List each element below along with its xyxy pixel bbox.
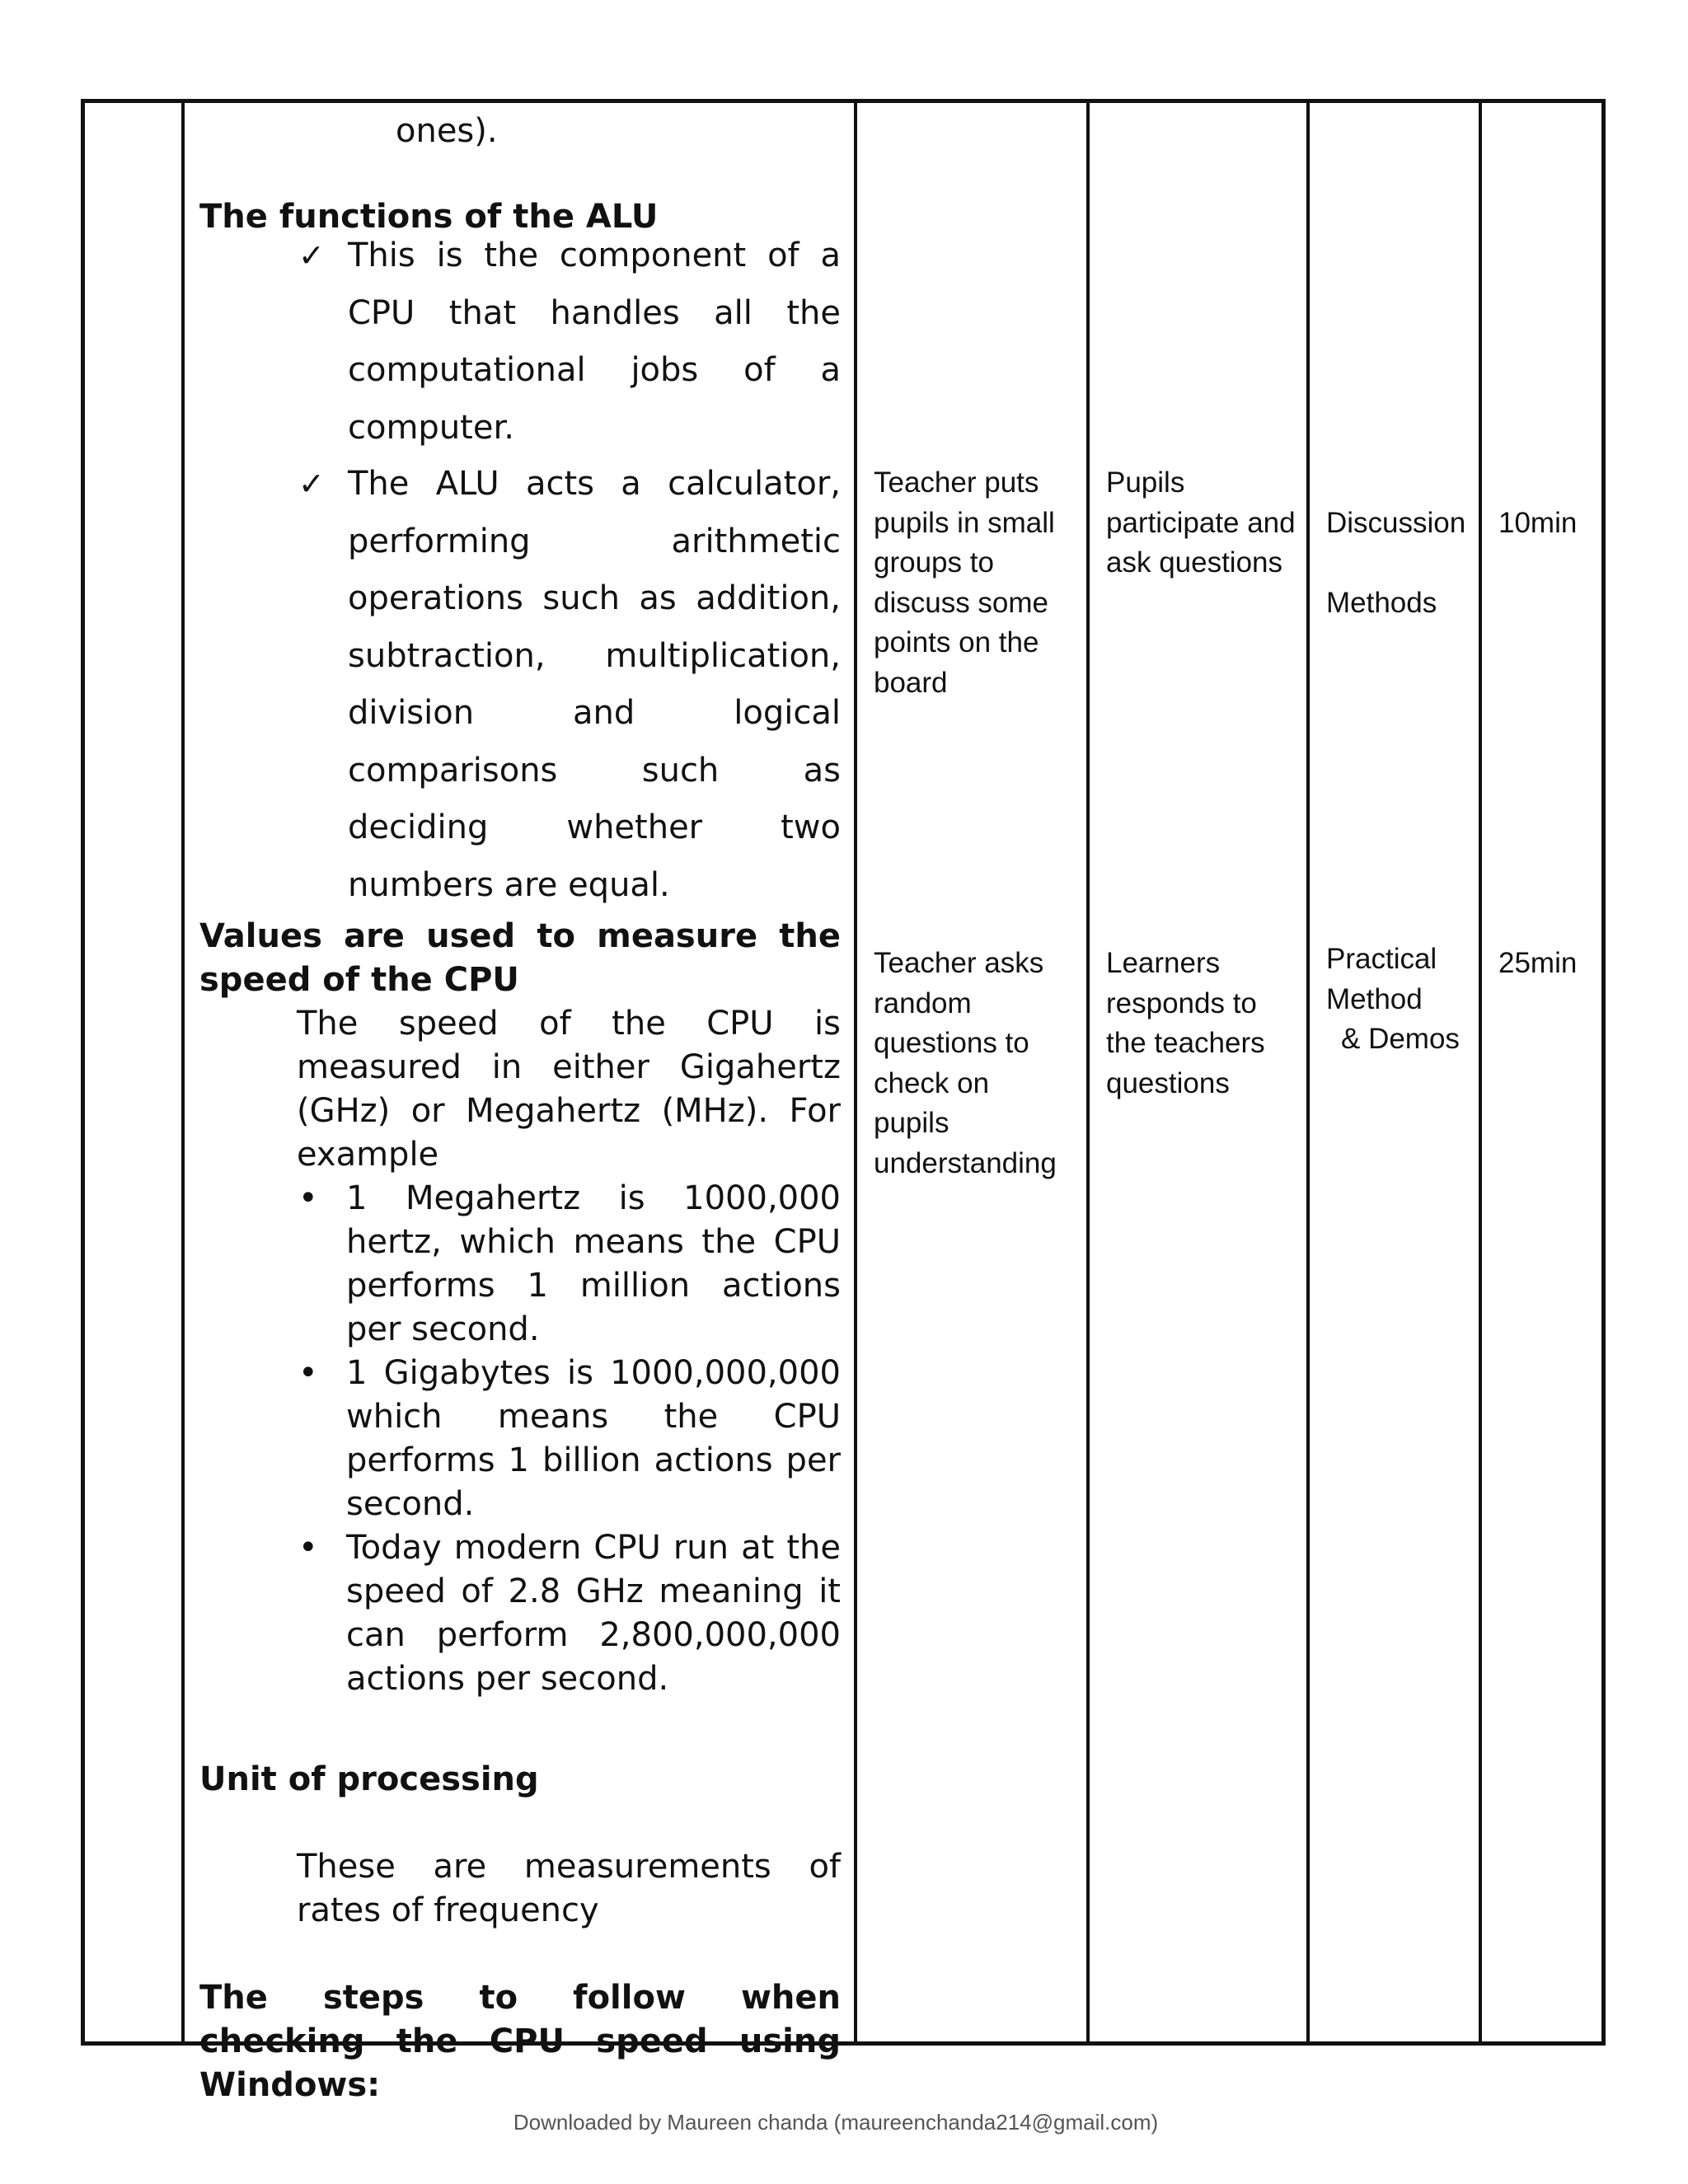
time-allocation: 10min [1498, 507, 1578, 539]
method-line: & Demos [1341, 1023, 1460, 1055]
carry-over-text: ones). [396, 112, 498, 150]
column-divider [1086, 99, 1090, 2046]
pupil-activity: Learners responds to the teachers questions [1106, 947, 1265, 1099]
column-divider [1479, 99, 1482, 2046]
values-heading: Values are used to measure the speed of the CPU [199, 917, 841, 999]
values-bullet-text: 1 Gigabytes is 1000,000,000 which means the CPU performs 1 billion actions per second. [346, 1354, 841, 1523]
values-bullet [298, 1352, 841, 1526]
download-footer: Downloaded by Maureen chanda (maureenchanda214@gmail.com) [513, 2110, 1159, 2135]
bullet-icon: • [298, 1179, 318, 1217]
alu-item-text: The ALU acts a calculator, performing arithmetic operations such as addition, subtraction, multiplication, division and logical comparisons such as deciding whether two numbers are equal. [348, 465, 841, 904]
bullet-icon: • [298, 1354, 318, 1392]
values-bullet [298, 1177, 841, 1352]
values-bullet-text: 1 Megahertz is 1000,000 hertz, which means the CPU performs 1 million actions per second. [346, 1179, 841, 1348]
checkmark-icon: ✓ [298, 466, 325, 502]
pupil-activity: Pupils participate and ask questions [1106, 466, 1296, 579]
teacher-activity: Teacher asks random questions to check on pupils understanding [874, 947, 1057, 1179]
values-intro: The speed of the CPU is measured in either Gigahertz (GHz) or Megahertz (MHz). For example [297, 1005, 841, 1174]
alu-item [298, 227, 841, 457]
values-bullet [298, 1526, 841, 1701]
alu-item-text: This is the component of a CPU that handles all the computational jobs of a computer. [348, 237, 841, 447]
method-line: Practical Method [1326, 943, 1437, 1015]
method-line: Discussion [1326, 507, 1466, 539]
method-line: Methods [1326, 587, 1437, 619]
alu-heading: The functions of the ALU [199, 198, 659, 236]
column-divider [1306, 99, 1310, 2046]
column-divider [181, 99, 185, 2046]
column-divider [854, 99, 857, 2046]
unit-text: These are measurements of rates of frequency [297, 1848, 841, 1929]
bullet-icon: • [298, 1529, 318, 1567]
time-allocation: 25min [1498, 947, 1578, 979]
checkmark-icon: ✓ [298, 237, 325, 274]
alu-item [298, 456, 841, 914]
teacher-activity: Teacher puts pupils in small groups to discuss some points on the board [874, 466, 1055, 699]
values-bullet-text: Today modern CPU run at the speed of 2.8 GHz meaning it can perform 2,800,000,000 actions per second. [346, 1529, 841, 1698]
steps-heading: The steps to follow when checking the CPU speed using Windows: [199, 1979, 841, 2104]
unit-heading: Unit of processing [199, 1760, 539, 1798]
